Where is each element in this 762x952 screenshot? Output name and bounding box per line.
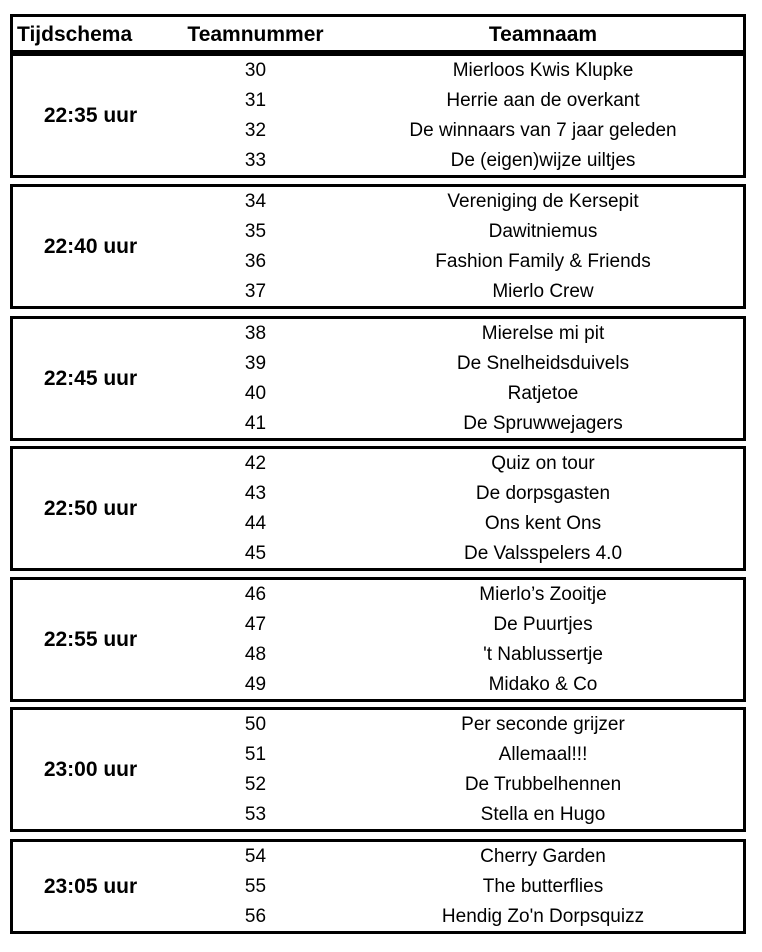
team-number: 51 xyxy=(244,743,267,765)
team-number: 30 xyxy=(244,59,267,81)
column-header-name: Teamnaam xyxy=(488,23,598,46)
team-row xyxy=(13,610,743,640)
team-name: Ratjetoe xyxy=(507,382,579,404)
time-slot-label: 23:05 uur xyxy=(43,875,138,898)
team-name: Midako & Co xyxy=(488,673,598,695)
team-row xyxy=(13,146,743,176)
team-number: 45 xyxy=(244,542,267,564)
team-number: 44 xyxy=(244,512,267,534)
team-row xyxy=(13,449,743,479)
time-slot-group xyxy=(10,446,746,571)
team-name: Mierloos Kwis Klupke xyxy=(452,59,634,81)
team-row xyxy=(13,670,743,700)
team-number: 40 xyxy=(244,382,267,404)
team-row xyxy=(13,349,743,379)
team-number: 46 xyxy=(244,583,267,605)
time-slot-group xyxy=(10,577,746,702)
team-row xyxy=(13,277,743,307)
team-name: Herrie aan de overkant xyxy=(446,89,640,111)
team-number: 42 xyxy=(244,452,267,474)
team-name: Vereniging de Kersepit xyxy=(447,190,639,212)
team-row xyxy=(13,580,743,610)
time-slot-label: 22:55 uur xyxy=(43,628,138,651)
team-name: Dawitniemus xyxy=(488,220,598,242)
team-name: De Valsspelers 4.0 xyxy=(463,542,623,564)
team-row xyxy=(13,409,743,439)
team-name: Quiz on tour xyxy=(491,452,595,474)
time-slot-group xyxy=(10,316,746,441)
team-name: 't Nablussertje xyxy=(483,643,603,665)
column-header-number: Teamnummer xyxy=(187,23,324,46)
time-slot-group xyxy=(10,53,746,178)
team-number: 56 xyxy=(244,905,267,927)
team-name: Fashion Family & Friends xyxy=(435,250,651,272)
column-header-time: Tijdschema xyxy=(17,23,133,46)
team-row xyxy=(13,56,743,86)
team-row xyxy=(13,247,743,277)
time-slot-group xyxy=(10,707,746,832)
team-number: 38 xyxy=(244,322,267,344)
team-name: Ons kent Ons xyxy=(484,512,602,534)
time-slot-label: 22:40 uur xyxy=(43,235,138,258)
team-row xyxy=(13,740,743,770)
team-row xyxy=(13,217,743,247)
team-row xyxy=(13,509,743,539)
table-header xyxy=(10,14,746,53)
team-name: De Trubbelhennen xyxy=(464,773,622,795)
team-row xyxy=(13,187,743,217)
team-name: Stella en Hugo xyxy=(480,803,606,825)
team-row xyxy=(13,872,743,902)
team-number: 48 xyxy=(244,643,267,665)
team-name: Hendig Zo'n Dorpsquizz xyxy=(441,905,645,927)
team-name: Mierlo’s Zooitje xyxy=(479,583,607,605)
team-row xyxy=(13,319,743,349)
team-number: 43 xyxy=(244,482,267,504)
team-number: 41 xyxy=(244,412,267,434)
team-name: De (eigen)wijze uiltjes xyxy=(450,149,636,171)
time-slot-label: 22:45 uur xyxy=(43,367,138,390)
team-row xyxy=(13,770,743,800)
team-number: 32 xyxy=(244,119,267,141)
team-row xyxy=(13,842,743,872)
time-slot-label: 22:50 uur xyxy=(43,497,138,520)
team-number: 33 xyxy=(244,149,267,171)
team-name: Allemaal!!! xyxy=(498,743,588,765)
time-slot-label: 22:35 uur xyxy=(43,104,138,127)
team-row xyxy=(13,86,743,116)
team-number: 55 xyxy=(244,875,267,897)
team-number: 34 xyxy=(244,190,267,212)
team-name: De Puurtjes xyxy=(493,613,593,635)
team-number: 54 xyxy=(244,845,267,867)
team-row xyxy=(13,640,743,670)
team-row xyxy=(13,902,743,932)
team-name: Per seconde grijzer xyxy=(461,713,625,735)
time-slot-label: 23:00 uur xyxy=(43,758,138,781)
team-number: 36 xyxy=(244,250,267,272)
team-name: Mierlo Crew xyxy=(492,280,594,302)
team-row xyxy=(13,539,743,569)
team-number: 35 xyxy=(244,220,267,242)
team-name: Cherry Garden xyxy=(480,845,606,867)
team-number: 52 xyxy=(244,773,267,795)
team-row xyxy=(13,710,743,740)
team-number: 47 xyxy=(244,613,267,635)
team-number: 31 xyxy=(244,89,267,111)
team-number: 53 xyxy=(244,803,267,825)
team-row xyxy=(13,379,743,409)
team-name: De dorpsgasten xyxy=(475,482,611,504)
team-name: Mierelse mi pit xyxy=(481,322,605,344)
time-slot-group xyxy=(10,839,746,934)
team-name: De Spruwwejagers xyxy=(463,412,623,434)
team-row xyxy=(13,479,743,509)
time-slot-group xyxy=(10,184,746,309)
team-number: 50 xyxy=(244,713,267,735)
team-row xyxy=(13,800,743,830)
team-row xyxy=(13,116,743,146)
team-name: De Snelheidsduivels xyxy=(456,352,630,374)
team-number: 37 xyxy=(244,280,267,302)
team-number: 49 xyxy=(244,673,267,695)
team-number: 39 xyxy=(244,352,267,374)
team-name: De winnaars van 7 jaar geleden xyxy=(409,119,677,141)
team-name: The butterflies xyxy=(482,875,604,897)
